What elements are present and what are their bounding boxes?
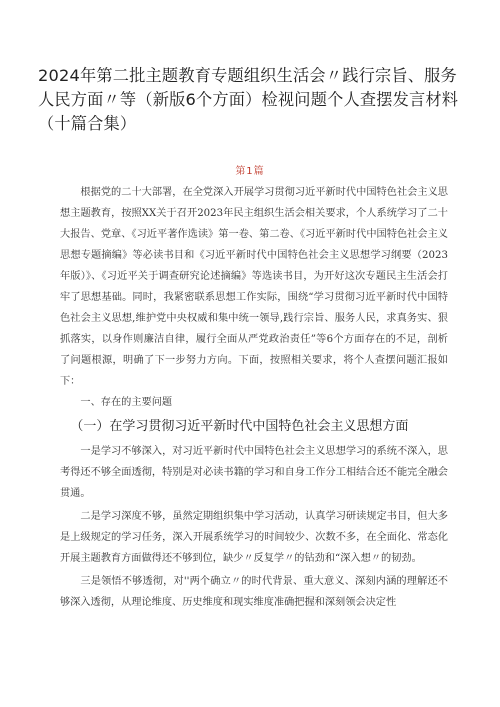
paragraph-3: 三是领悟不够透彻，对''两个确立〃的时代背景、重大意义、深刻内涵的理解还不够深入透彻，从理论维度、历史维度和现实维度准确把握和深刻领会决定性 (60, 576, 448, 608)
paragraph-1: 一是学习不够深入，对习近平新时代中国特色社会主义思想学习的系统不深入，思考得还不够全面透彻，特别是对必读书籍的学习和自身工作分工相结合还不能完全融会贯通。 (60, 446, 448, 499)
paragraph-2: 二是学习深度不够，虽然定期组织集中学习活动，认真学习研读规定书目，但大多是上级规定的学习任务，深入开展系统学习的时间较少、次数不多，在全面化、常态化开展主题教育方面做得还不够到位，缺少〃反复学〃的钻劲和“深入想〃的韧劲。 (60, 511, 448, 564)
outline-heading: 一、存在的主要问题 (80, 397, 173, 408)
document-title: 2024年第二批主题教育专题组织生活会〃践行宗旨、服务人民方面〃等（新版6个方面）检视问题个人查摆发言材料（十篇合集） (38, 66, 459, 133)
section-label: 第1篇 (235, 166, 265, 177)
section-heading: （一）在学习贯彻习近平新时代中国特色社会主义思想方面 (70, 419, 409, 434)
intro-paragraph: 根据党的二十大部署，在全党深入开展学习贯彻习近平新时代中国特色社会主义思想主题教育，按照XX关于召开2023年民主组织生活会相关要求，个人系统学习了二十大报告、党章、《习近平著作选读》第一卷、第二卷、《习近平新时代中国特色社会主义思想专题摘编》等必读书目和《习近平新时代中国特色社会主义思想学习纲要（2023年版）》、《习近平关于调查研究论述摘编》等选读书目，为开好这次专题民主生活会打牢了思想基础。同时，我紧密联系思想工作实际，围绕“学习贯彻习近平新时代中国特色社会主义思想,维护党中央权威和集中统一领导,践行宗旨、服务人民，求真务实、狠抓落实，以身作则廉洁自律，履行全面从严党政治责任”等6个方面存在的不足，剖析了问题根源，明确了下一步努力方向。下面，按照相关要求，将个人查摆问题汇报如下： (60, 187, 448, 387)
document-body (60, 182, 448, 613)
